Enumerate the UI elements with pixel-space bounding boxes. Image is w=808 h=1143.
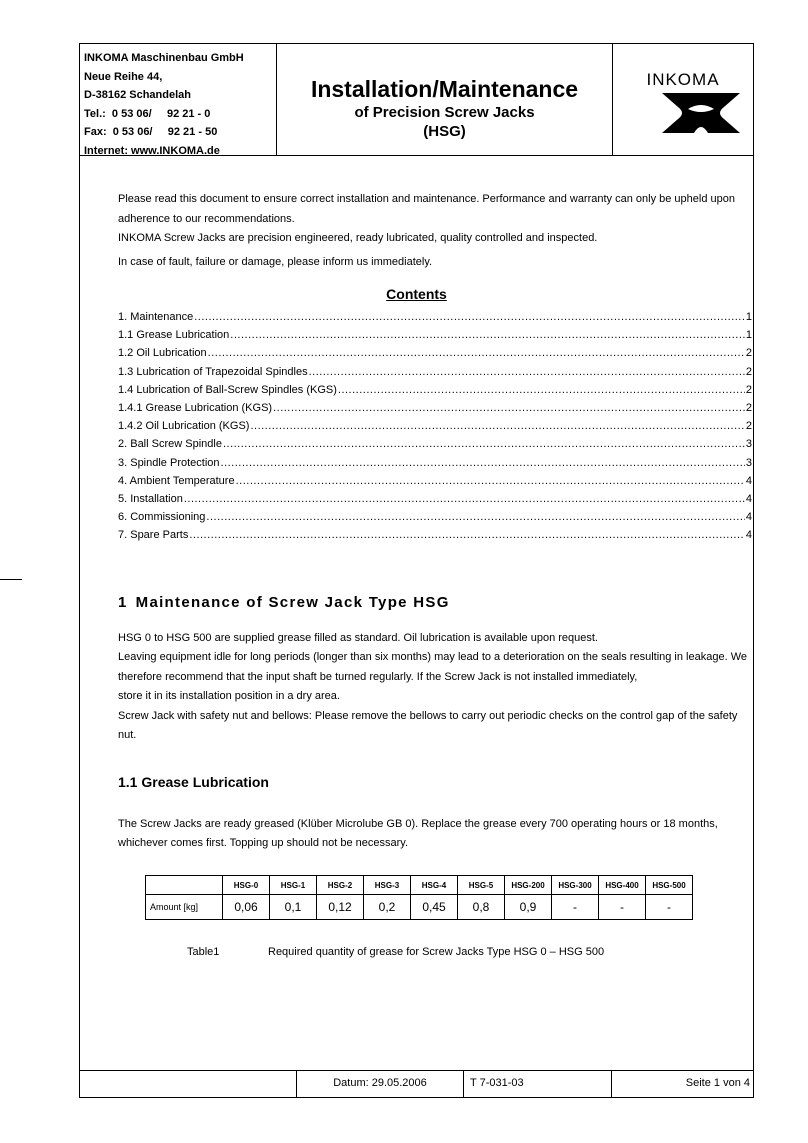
- table-of-contents: [118, 308, 752, 544]
- document-footer: [79, 1070, 754, 1099]
- document-subtitle-model: (HSG): [423, 123, 466, 140]
- table-cell: -: [646, 895, 693, 920]
- document-title-block: [277, 44, 613, 155]
- inkoma-logo-icon: [662, 93, 740, 133]
- table-cell: 0,06: [223, 895, 270, 920]
- company-street: Neue Reihe 44,: [84, 70, 163, 83]
- table-cell: -: [599, 895, 646, 920]
- table-cell: 0,9: [505, 895, 552, 920]
- table-header-cell: HSG-500: [646, 876, 693, 895]
- toc-entry[interactable]: 2. Ball Screw Spindle ..... 3: [118, 435, 752, 453]
- toc-entry[interactable]: 5. Installation ..... 4: [118, 490, 752, 508]
- toc-entry[interactable]: 1.4.2 Oil Lubrication (KGS) ..... 2: [118, 417, 752, 435]
- footer-empty-cell: [79, 1071, 297, 1098]
- toc-entry[interactable]: 3. Spindle Protection ..... 3: [118, 454, 752, 472]
- intro-paragraph: Please read this document to ensure correct installation and maintenance. Performance and warranty can only be upheld upon adherence to our recommendations.: [118, 193, 735, 225]
- table-cell: 0,12: [317, 895, 364, 920]
- company-fax: Fax: 0 53 06/ 92 21 - 50: [84, 126, 218, 138]
- grease-quantity-table: [145, 875, 693, 920]
- company-website: Internet: www.INKOMA.de: [84, 144, 220, 157]
- table-header-cell: HSG-3: [364, 876, 411, 895]
- table-header-cell: HSG-300: [552, 876, 599, 895]
- footer-page-number: Seite 1 von 4: [685, 1077, 750, 1089]
- margin-fold-mark: [0, 579, 22, 580]
- toc-entry[interactable]: 6. Commissioning ..... 4: [118, 508, 752, 526]
- intro-text: [118, 190, 752, 272]
- document-header: [79, 43, 754, 156]
- body-paragraph: Screw Jack with safety nut and bellows: Please remove the bellows to carry out periodic checks on the control gap of the safety nut.: [118, 709, 738, 742]
- toc-entry[interactable]: 1.3 Lubrication of Trapezoidal Spindles ..... 2: [118, 363, 752, 381]
- company-address: [80, 44, 277, 155]
- document-title: Installation/Maintenance: [310, 76, 579, 102]
- table-row-label: Amount [kg]: [146, 895, 223, 920]
- intro-paragraph: INKOMA Screw Jacks are precision engineered, ready lubricated, quality controlled and inspected.: [118, 232, 598, 244]
- company-city: D-38162 Schandelah: [84, 89, 191, 101]
- section-1-1-body: The Screw Jacks are ready greased (Klüber Microlube GB 0). Replace the grease every 700 operating hours or 18 months, whichever comes first. Topping up should not be necessary.: [118, 818, 718, 850]
- section-1-1-heading: 1.1 Grease Lubrication: [118, 774, 269, 790]
- footer-date: Datum: 29.05.2006: [297, 1071, 464, 1098]
- table-header-cell: HSG-2: [317, 876, 364, 895]
- table-caption-text: Required quantity of grease for Screw Jacks Type HSG 0 – HSG 500: [268, 946, 605, 958]
- table-header-cell: HSG-0: [223, 876, 270, 895]
- table-caption-label: Table1: [187, 946, 220, 958]
- company-name: INKOMA Maschinenbau GmbH: [84, 52, 244, 64]
- table-header-cell: HSG-1: [270, 876, 317, 895]
- table-cell: 0,2: [364, 895, 411, 920]
- table-cell: 0,1: [270, 895, 317, 920]
- section-1-heading: [118, 594, 752, 611]
- table-row: [146, 895, 693, 920]
- intro-paragraph: In case of fault, failure or damage, please inform us immediately.: [118, 255, 433, 268]
- table-cell: 0,8: [458, 895, 505, 920]
- body-paragraph: Leaving equipment idle for long periods (longer than six months) may lead to a deterioration on the seals resulting in leakage. We therefore recommend that the input shaft be turned regularly. If the Screw Jack is not installed immediately,: [118, 651, 747, 683]
- body-paragraph: HSG 0 to HSG 500 are supplied grease filled as standard. Oil lubrication is available upon request.: [118, 632, 598, 644]
- toc-entry[interactable]: 1.4 Lubrication of Ball-Screw Spindles (KGS) ..... 2: [118, 381, 752, 399]
- company-phone: Tel.: 0 53 06/ 92 21 - 0: [84, 107, 211, 120]
- table-corner-cell: [146, 876, 223, 895]
- document-subtitle: of Precision Screw Jacks: [354, 104, 535, 121]
- table-header-cell: HSG-200: [505, 876, 552, 895]
- table-header-row: [146, 876, 693, 895]
- toc-entry[interactable]: 1.1 Grease Lubrication ..... 1: [118, 326, 752, 344]
- inkoma-logo: [613, 44, 753, 155]
- table-header-cell: HSG-4: [411, 876, 458, 895]
- section-number: 1: [118, 594, 128, 611]
- contents-heading: Contents: [386, 286, 447, 302]
- table-header-cell: HSG-400: [599, 876, 646, 895]
- toc-entry[interactable]: 4. Ambient Temperature ..... 4: [118, 472, 752, 490]
- toc-entry[interactable]: 1.4.1 Grease Lubrication (KGS) ..... 2: [118, 399, 752, 417]
- section-title: Maintenance of Screw Jack Type HSG: [135, 594, 450, 611]
- table-header-cell: HSG-5: [458, 876, 505, 895]
- table-cell: 0,45: [411, 895, 458, 920]
- toc-entry[interactable]: 7. Spare Parts ..... 4: [118, 526, 752, 544]
- footer-document-number: T 7-031-03: [464, 1071, 612, 1098]
- toc-entry[interactable]: 1.2 Oil Lubrication ..... 2: [118, 344, 752, 362]
- logo-text: INKOMA: [646, 70, 720, 89]
- toc-entry[interactable]: 1. Maintenance ..... 1: [118, 308, 752, 326]
- section-1-body: [118, 629, 752, 745]
- body-paragraph: store it in its installation position in a dry area.: [118, 690, 340, 703]
- table-cell: -: [552, 895, 599, 920]
